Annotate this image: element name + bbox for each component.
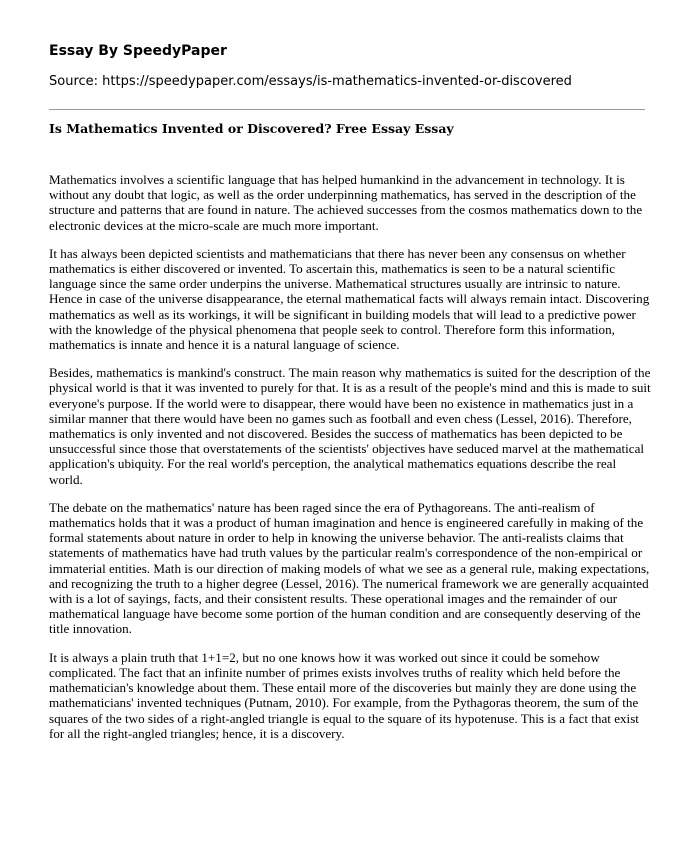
header-divider [49,109,645,110]
document-header-title: Essay By SpeedyPaper [49,43,227,59]
essay-paragraph: The debate on the mathematics' nature has been raged since the era of Pythagoreans. The anti-realism of mathematics holds that it was a product of human imagination and hence is engineered carefully in making of the formal statements about nature in order to help in knowing the universe behavior. The anti-realists claims that statements of mathematics have had truth values by the particular realm's correspondence of the non-empirical or immaterial entities. Math is our direction of making models of what we see as a general rule, making expectations, and recognizing the truth to a higher degree (Lessel, 2016). The numerical framework we are generally acquainted with is a lot of sayings, facts, and their consistent results. These operational images and the remainder of our mathematical language have become some portion of the human condition and are consequently deserving of the title innovation. [49,499,650,637]
essay-paragraph: Besides, mathematics is mankind's construct. The main reason why mathematics is suited for the description of the physical world is that it was invented to purely for that. It is as a result of the people's mind and this is made to suit everyone's purpose. If the world were to disappear, there would have been no existence in mathematics just in a similar manner that there would have been no games such as football and even chess (Lessel, 2016). Therefore, mathematics is only invented and not discovered. Besides the success of mathematics has been depicted to be unsuccessful since those that overstatements of the scientists' objectives have seduced marvel at the mathematical application's ubiquity. For the real world's perception, the analytical mathematics equations describe the real world. [49,365,651,487]
essay-body [49,172,652,754]
essay-title: Is Mathematics Invented or Discovered? Free Essay Essay [49,121,454,136]
essay-paragraph: It is always a plain truth that 1+1=2, but no one knows how it was worked out since it could be somehow complicated. The fact that an infinite number of primes exists involves truths of reality which held before the mathematician's knowledge about them. These entail more of the discoveries but mainly they are done using the mathematicians' invented techniques (Putnam, 2010). For example, from the Pythagoras theorem, the sum of the squares of the two sides of a right-angled triangle is equal to the square of its hypotenuse. This is a fact that exist for all the right-angled triangles; hence, it is a discovery. [49,649,639,741]
essay-paragraph: Mathematics involves a scientific language that has helped humankind in the advancement in technology. It is without any doubt that logic, as well as the order underpinning mathematics, has served in the description of the structure and patterns that are found in nature. The achieved successes from the cosmos mathematics down to the electronic devices at the micro-scale are much more important. [49,172,643,233]
essay-paragraph: It has always been depicted scientists and mathematicians that there has never been any consensus on whether mathematics is either discovered or invented. To ascertain this, mathematics is seen to be a natural scientific language since the same order underpins the universe. Mathematical structures usually are intrinsic to nature. Hence in case of the universe disappearance, the eternal mathematical facts will always remain intact. Discovering mathematics as well as its workings, it will be significant in building models that will lead to a predictive power with the knowledge of the physical phenomena that people seek to control. Therefore form this information, mathematics is innate and hence it is a natural language of science. [49,245,650,353]
source-url-line: Source: https://speedypaper.com/essays/is-mathematics-invented-or-discovered [49,74,572,89]
